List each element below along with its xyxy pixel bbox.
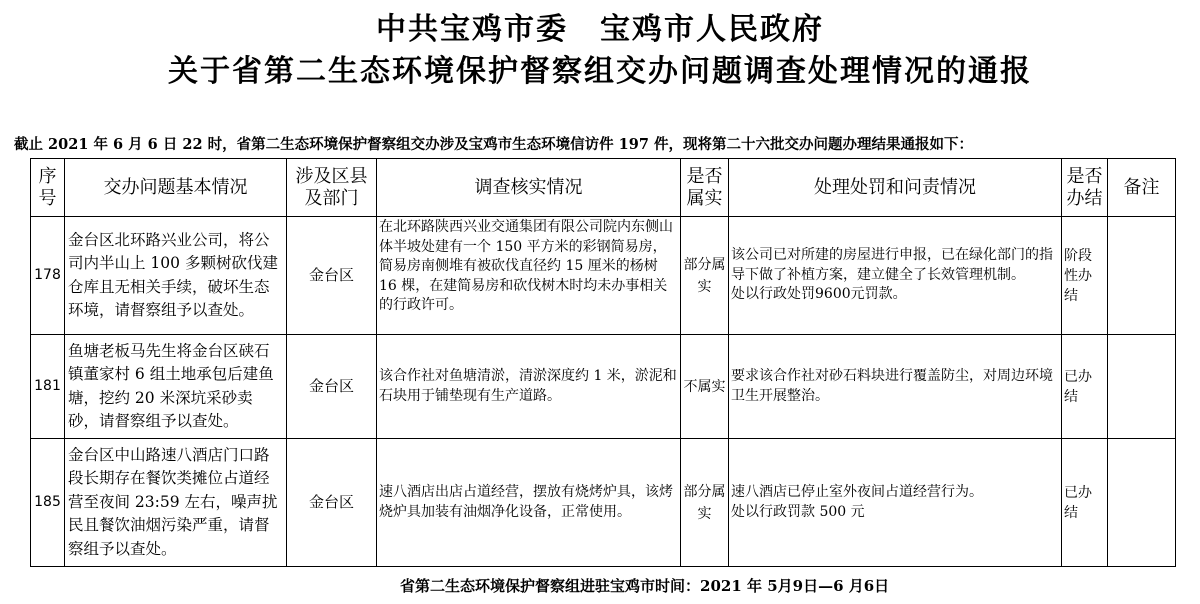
header-district-department: 涉及区县及部门 xyxy=(287,159,377,217)
row-handling: 速八酒店已停止室外夜间占道经营行为。 处以行政罚款 500 元 xyxy=(729,439,1062,567)
intro-paragraph: 截止 2021 年 6 月 6 日 22 时，省第二生态环境保护督察组交办涉及宝鸡市生态环境信访件 197 件，现将第二十六批交办问题办理结果通报如下： xyxy=(14,136,973,153)
header-investigation: 调查核实情况 xyxy=(377,159,681,217)
header-handling: 处理处罚和问责情况 xyxy=(729,159,1062,217)
row-serial-number: 185 xyxy=(31,439,65,567)
document-title-line-1: 中共宝鸡市委 宝鸡市人民政府 xyxy=(376,12,824,47)
row-problem-description: 金台区北环路兴业公司，将公司内半山上 100 多颗树砍伐建仓库且无相关手续，破坏生态环境，请督察组予以查处。 xyxy=(65,217,287,335)
row-handling: 该公司已对所建的房屋进行申报，已在绿化部门的指导下做了补植方案，建立健全了长效管理机制。 处以行政处罚9600元罚款。 xyxy=(729,217,1062,335)
header-serial-number: 序号 xyxy=(31,159,65,217)
table-row xyxy=(31,439,1176,567)
row-district: 金台区 xyxy=(287,439,377,567)
table-header-row xyxy=(31,159,1176,217)
row-remark xyxy=(1108,439,1176,567)
row-is-factual: 部分属实 xyxy=(681,217,729,335)
table-row xyxy=(31,335,1176,439)
row-status: 阶段性办结 xyxy=(1062,217,1108,335)
row-remark xyxy=(1108,217,1176,335)
row-is-factual: 部分属实 xyxy=(681,439,729,567)
header-problem-description: 交办问题基本情况 xyxy=(65,159,287,217)
row-problem-description: 鱼塘老板马先生将金台区硖石镇董家村 6 组土地承包后建鱼塘，挖约 20 米深坑采砂卖砂，请督察组予以查处。 xyxy=(65,335,287,439)
row-district: 金台区 xyxy=(287,335,377,439)
header-is-completed: 是否办结 xyxy=(1062,159,1108,217)
row-status: 已办结 xyxy=(1062,335,1108,439)
row-investigation: 在北环路陕西兴业交通集团有限公司院内东侧山体半坡处建有一个 150 平方米的彩钢简易房，简易房南侧堆有被砍伐直径约 15 厘米的杨树 16 棵，在建简易房和砍伐树木时均未办事相关的行政许可。 xyxy=(377,217,681,335)
row-remark xyxy=(1108,335,1176,439)
table-row xyxy=(31,217,1176,335)
row-serial-number: 178 xyxy=(31,217,65,335)
row-problem-description: 金台区中山路速八酒店门口路段长期存在餐饮类摊位占道经营至夜间 23:59 左右，噪声扰民且餐饮油烟污染严重，请督察组予以查处。 xyxy=(65,439,287,567)
document-title-line-2: 关于省第二生态环境保护督察组交办问题调查处理情况的通报 xyxy=(168,54,1032,89)
row-district: 金台区 xyxy=(287,217,377,335)
row-investigation: 速八酒店出店占道经营，摆放有烧烤炉具，该烤烧炉具加装有油烟净化设备，正常使用。 xyxy=(377,439,681,567)
header-remark: 备注 xyxy=(1108,159,1176,217)
header-is-factual: 是否属实 xyxy=(681,159,729,217)
row-status: 已办结 xyxy=(1062,439,1108,567)
row-investigation: 该合作社对鱼塘清淤，清淤深度约 1 米，淤泥和石块用于铺垫现有生产道路。 xyxy=(377,335,681,439)
report-table xyxy=(30,158,1176,567)
row-handling: 要求该合作社对砂石料块进行覆盖防尘，对周边环境卫生开展整治。 xyxy=(729,335,1062,439)
row-serial-number: 181 xyxy=(31,335,65,439)
row-is-factual: 不属实 xyxy=(681,335,729,439)
footer-inspection-period: 省第二生态环境保护督察组进驻宝鸡市时间：2021 年 5月9日—6 月6日 xyxy=(400,577,890,595)
